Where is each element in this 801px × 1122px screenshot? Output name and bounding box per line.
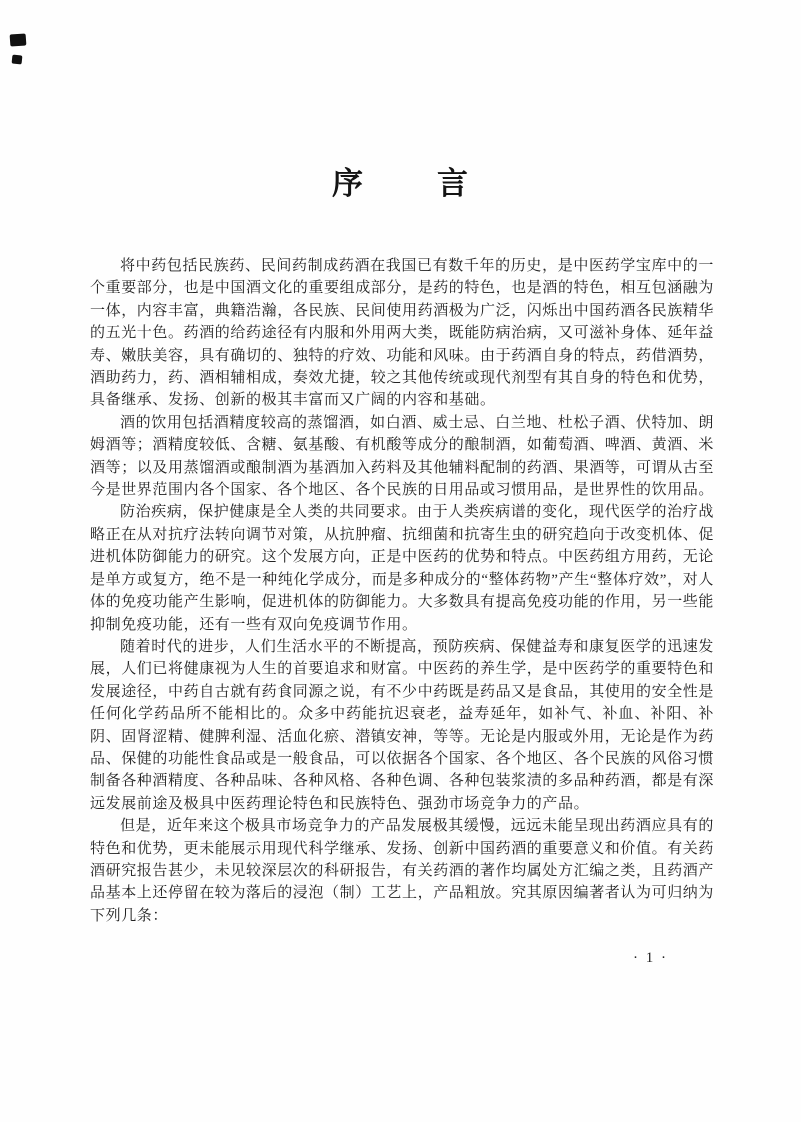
- preface-content: [90, 158, 714, 927]
- paragraph-4: 随着时代的进步，人们生活水平的不断提高，预防疾病、保健益寿和康复医学的迅速发展，人们已将健康视为人生的首要追求和财富。中医药的养生学，是中医药学的重要特色和发展途径，中药自古就有药食同源之说，有不少中药既是药品又是食品，其使用的安全性是任何化学药品所不能相比的。众多中药能抗迟衰老，益寿延年，如补气、补血、补阳、补阴、固肾涩精、健脾利湿、活血化瘀、潜镇安神，等等。无论是内服或外用，无论是作为药品、保健的功能性食品或是一般食品，可以依据各个国家、各个地区、各个民族的风俗习惯制备各种酒精度、各种品味、各种风格、各种色调、各种包装浆渍的多品种药酒，都是有深远发展前途及极具中医药理论特色和民族特色、强劲市场竞争力的产品。: [90, 638, 715, 812]
- page-number: · 1 ·: [633, 950, 668, 966]
- scan-artifact-icon: [10, 33, 27, 46]
- paragraph-2: 酒的饮用包括酒精度较高的蒸馏酒，如白酒、威士忌、白兰地、杜松子酒、伏特加、朗姆酒等；酒精度较低、含糖、氨基酸、有机酸等成分的酿制酒，如葡萄酒、啤酒、黄酒、米酒等；以及用蒸馏酒或酿制酒为基酒加入药料及其他辅料配制的药酒、果酒等，可谓从古至今是世界范围内各个国家、各个地区、各个民族的日用品或习惯用品，是世界性的饮用品。: [90, 414, 715, 499]
- page-title: 序 言: [332, 166, 472, 201]
- paragraph-3: 防治疾病，保护健康是全人类的共同要求。由于人类疾病谱的变化，现代医学的治疗战略正在从对抗疗法转向调节对策，从抗肿瘤、抗细菌和抗寄生虫的研究趋向于改变机体、促进机体防御能力的研究。这个发展方向，正是中医药的优势和特点。中医药组方用药，无论是单方或复方，绝不是一种纯化学成分，而是多种成分的“整体药物”产生“整体疗效”，对人体的免疫功能产生影响，促进机体的防御能力。大多数具有提高免疫功能的作用，另一些能抑制免疫功能，还有一些有双向免疫调节作用。: [90, 504, 715, 633]
- paragraph-5: 但是，近年来这个极具市场竞争力的产品发展极其缓慢，远远未能呈现出药酒应具有的特色和优势，更未能展示用现代科学继承、发扬、创新中国药酒的重要意义和价值。有关药酒研究报告甚少，未见较深层次的科研报告，有关药酒的著作均属处方汇编之类，且药酒产品基本上还停留在较为落后的浸泡（制）工艺上，产品粗放。究其原因编著者认为可归纳为下列几条：: [90, 818, 715, 924]
- scan-artifact-icon: [12, 55, 23, 65]
- preface-body: [90, 255, 714, 927]
- paragraph-1: 将中药包括民族药、民间药制成药酒在我国已有数千年的历史，是中医药学宝库中的一个重要部分，也是中国酒文化的重要组成部分，是药的特色，也是酒的特色，相互包涵融为一体，内容丰富，典籍浩瀚，各民族、民间使用药酒极为广泛，闪烁出中国药酒各民族精华的五光十色。药酒的给药途径有内服和外用两大类，既能防病治病，又可滋补身体、延年益寿、嫩肤美容，具有确切的、独特的疗效、功能和风味。由于药酒自身的特点，药借酒势，酒助药力，药、酒相辅相成，奏效尤捷，较之其他传统或现代剂型有其自身的特色和优势，具备继承、发扬、创新的极其丰富而又广阔的内容和基础。: [90, 258, 715, 409]
